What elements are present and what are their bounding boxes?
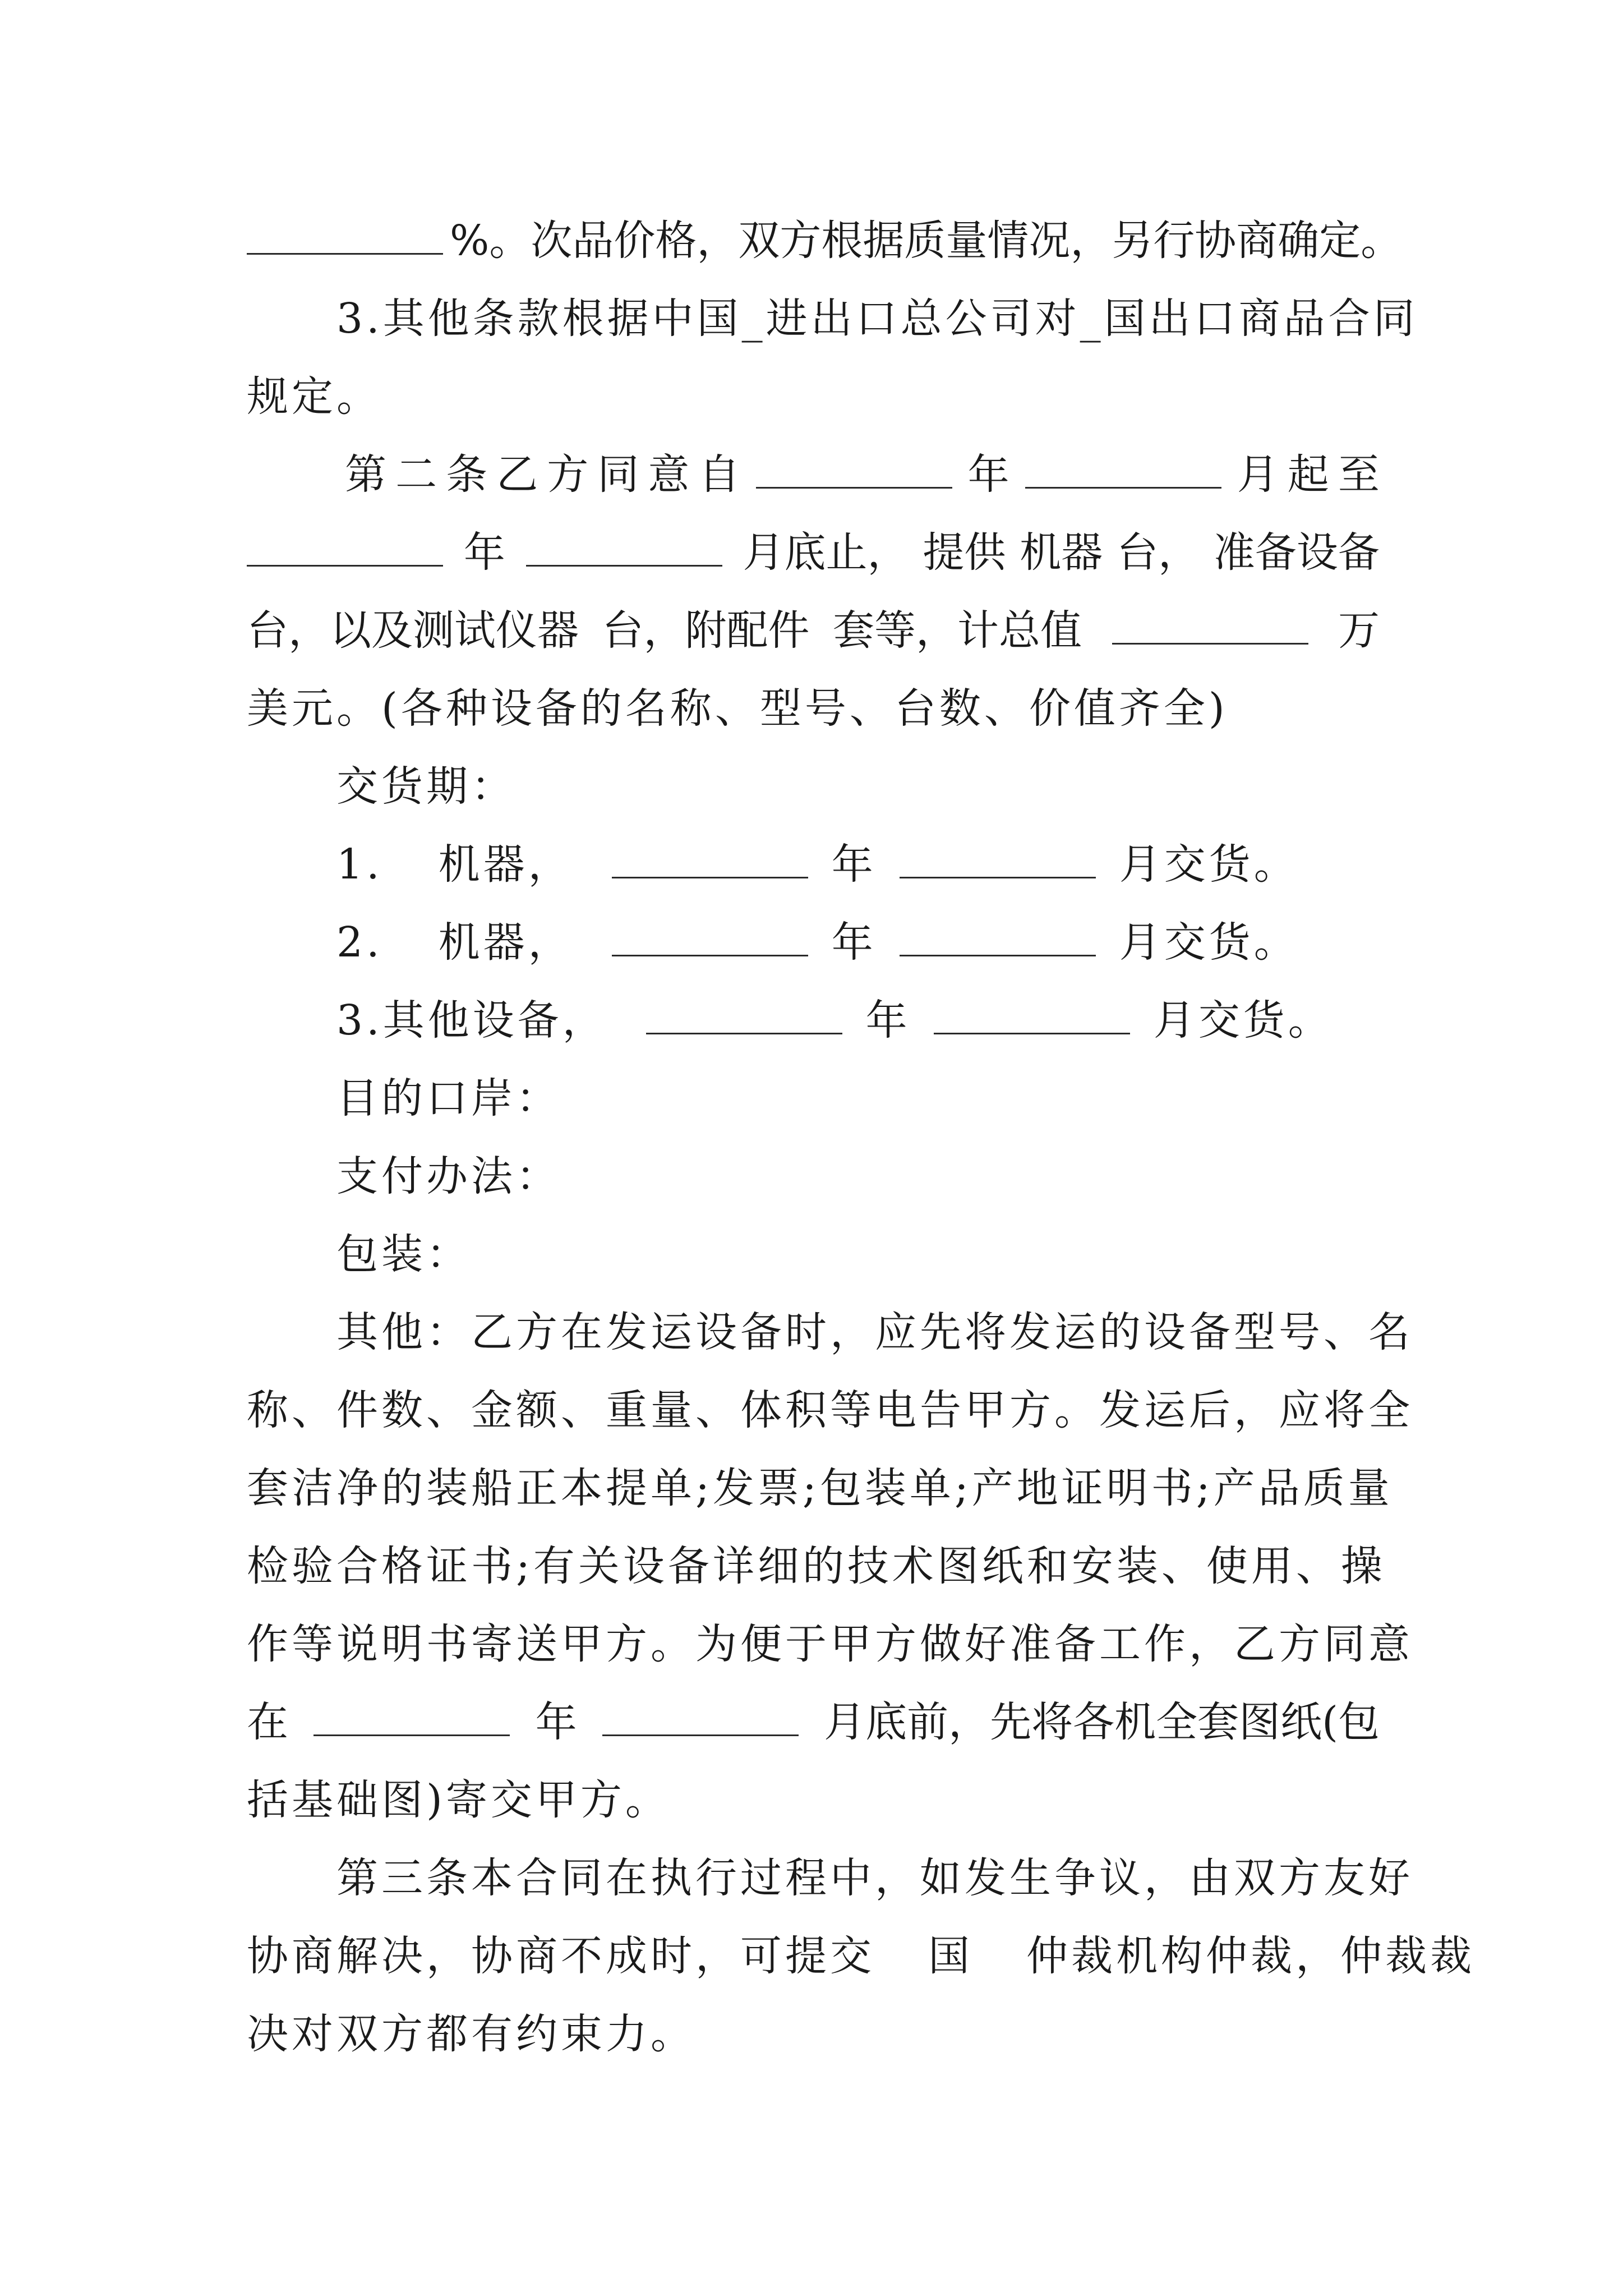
text-segment: 第三条本合同在执行过程中，如发生争议，由双方友好	[336, 1854, 1413, 1902]
text-segment: 国	[928, 1932, 974, 1980]
text-segment: 机器，	[438, 918, 573, 967]
fill-blank	[612, 921, 808, 956]
text-line	[247, 1917, 1476, 1995]
text-line	[247, 436, 1380, 514]
fill-blank	[934, 999, 1130, 1034]
text-segment: 机器，	[438, 840, 573, 889]
text-segment: 月交货。	[1153, 996, 1333, 1045]
text-segment: 台，以及测试仪器	[247, 606, 579, 655]
text-line	[247, 826, 1380, 904]
text-segment: 协商解决，协商不成时，可提交	[247, 1932, 875, 1980]
text-segment: 包装：	[336, 1230, 471, 1278]
text-segment: 机器	[1020, 528, 1103, 577]
text-segment: 同	[597, 450, 639, 499]
text-segment: 规定。	[247, 372, 381, 421]
fill-blank	[900, 921, 1096, 956]
text-segment: 年	[535, 1698, 577, 1746]
text-segment: 在	[247, 1698, 288, 1746]
text-segment: 美元。(各种设备的名称、型号、台数、价值齐全)	[247, 684, 1228, 733]
fill-blank	[247, 219, 443, 255]
text-line	[247, 1372, 1413, 1450]
text-line	[247, 358, 1380, 436]
fill-blank	[526, 531, 722, 567]
fill-blank	[756, 453, 952, 489]
text-segment: 括基础图)寄交甲方。	[247, 1776, 670, 1824]
text-line	[247, 1294, 1413, 1372]
text-segment: 作等说明书寄送甲方。为便于甲方做好准备工作，乙方同意	[247, 1620, 1413, 1668]
text-segment: 支付办法：	[336, 1152, 561, 1200]
fill-blank	[313, 1701, 510, 1736]
text-line	[247, 982, 1380, 1060]
text-segment: 年	[463, 528, 505, 577]
text-segment: 提供	[923, 528, 1006, 577]
text-line	[247, 670, 1380, 748]
text-segment: 乙	[496, 450, 538, 499]
text-line	[247, 1138, 1380, 1216]
text-line	[247, 1995, 1380, 2073]
text-line	[247, 514, 1380, 592]
text-line	[247, 1683, 1380, 1761]
text-segment: 称、件数、金额、重量、体积等电告甲方。发运后，应将全	[247, 1386, 1413, 1434]
text-segment: 其他：乙方在发运设备时，应先将发运的设备型号、名	[336, 1308, 1413, 1356]
text-segment: 月底前，先将各机全套图纸(包	[824, 1698, 1380, 1746]
document-page	[247, 202, 1476, 2073]
text-segment: 1.	[336, 840, 383, 889]
text-segment: 月交货。	[1119, 918, 1299, 967]
text-segment: %。次品价格，双方根据质量情况，另行协商确定。	[450, 217, 1403, 265]
text-line	[247, 1761, 1380, 1839]
text-segment: 至	[1338, 450, 1380, 499]
fill-blank	[1112, 609, 1308, 645]
text-segment: 年	[831, 840, 877, 889]
text-segment: 3.其他条款根据中国_进出口总公司对_国出口商品合同	[336, 295, 1418, 343]
text-line	[247, 1605, 1413, 1683]
text-segment: 台，	[1117, 528, 1200, 577]
text-segment: 套等，计总值	[833, 606, 1082, 655]
text-line	[247, 280, 1418, 358]
fill-blank	[646, 999, 842, 1034]
fill-blank	[1025, 453, 1221, 489]
text-segment: 条	[446, 450, 488, 499]
text-segment: 意	[648, 450, 690, 499]
text-segment: 决对双方都有约束力。	[247, 2010, 695, 2058]
text-segment: 第	[345, 450, 386, 499]
fill-blank	[612, 843, 808, 878]
text-segment: 交货期：	[336, 762, 516, 811]
text-line	[247, 1060, 1380, 1138]
text-segment: 自	[698, 450, 740, 499]
text-segment: 仲裁机构仲裁，仲裁裁	[1026, 1932, 1476, 1980]
text-segment: 月	[1237, 450, 1279, 499]
text-line	[247, 1839, 1413, 1917]
text-line	[247, 592, 1380, 670]
text-line	[247, 1527, 1386, 1605]
text-segment: 月交货。	[1119, 840, 1299, 889]
text-segment: 检验合格证书;有关设备详细的技术图纸和安装、使用、操	[247, 1542, 1386, 1590]
text-segment: 月底止，	[743, 528, 909, 577]
text-segment: 套洁净的装船正本提单;发票;包装单;产地证明书;产品质量	[247, 1464, 1393, 1512]
text-segment: 二	[395, 450, 437, 499]
text-line	[247, 202, 1403, 280]
text-segment: 年	[831, 918, 877, 967]
text-line	[247, 748, 1380, 826]
text-segment: 台，附配件	[602, 606, 810, 655]
text-line	[247, 1450, 1393, 1527]
text-line	[247, 904, 1380, 982]
text-segment: 万	[1338, 606, 1380, 655]
text-segment: 起	[1287, 450, 1329, 499]
text-segment: 3.其他设备，	[336, 996, 607, 1045]
text-segment: 准备设备	[1213, 528, 1380, 577]
fill-blank	[900, 843, 1096, 878]
fill-blank	[602, 1701, 799, 1736]
fill-blank	[247, 531, 443, 567]
text-segment: 年	[865, 996, 911, 1045]
text-segment: 2.	[336, 918, 383, 967]
text-line	[247, 1216, 1380, 1294]
text-segment: 年	[967, 450, 1009, 499]
text-segment: 目的口岸：	[336, 1074, 561, 1122]
text-segment: 方	[547, 450, 589, 499]
